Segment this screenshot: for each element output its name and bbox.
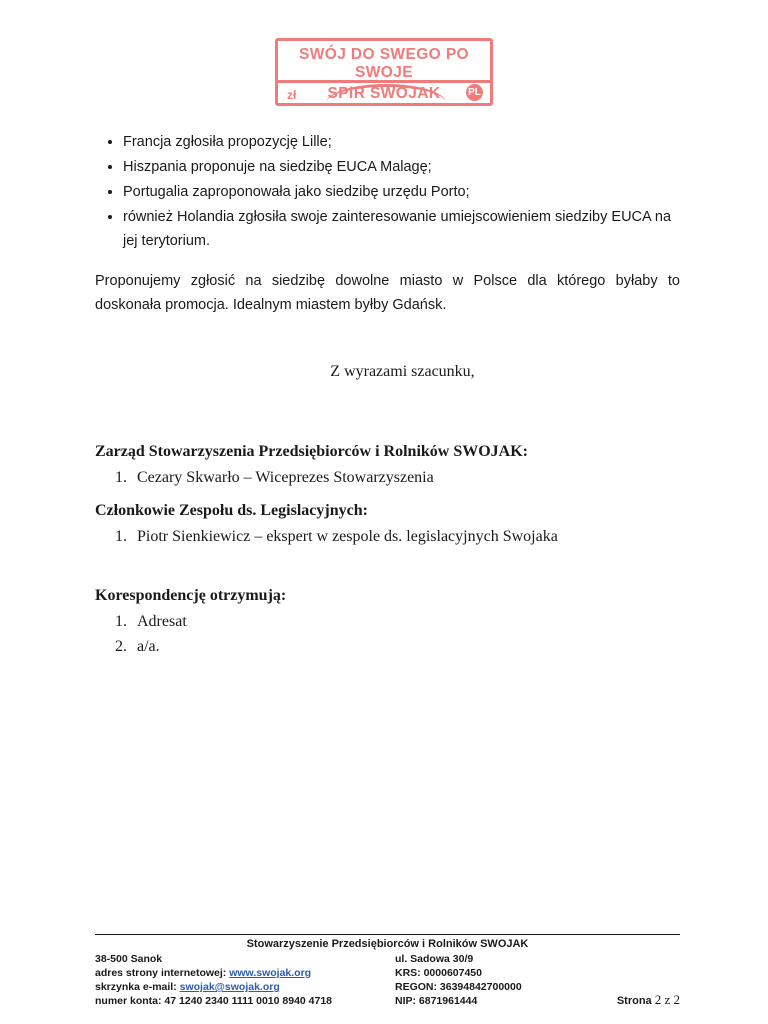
closing-salutation: Z wyrazami szacunku, [330,363,475,380]
logo-stamp [275,38,493,106]
document-body [95,130,680,671]
logo-slogan-line1: SWÓJ DO SWEGO PO SWOJE [298,46,470,81]
recipients-list [95,609,680,659]
board-heading: Zarząd Stowarzyszenia Przedsiębiorców i Rolników SWOJAK: [95,443,529,460]
legislative-team-list [95,524,680,549]
signature-section [95,443,680,659]
spacer [95,561,680,587]
footer-street: ul. Sadowa 30/9 [395,953,474,965]
footer-krs: KRS: 0000607450 [395,967,482,979]
page-number-label: Strona [616,995,652,1007]
list-item: • Hiszpania proponuje na siedzibę EUCA Malagę; [123,155,680,179]
legislative-team-heading: Członkowie Zespołu ds. Legislacyjnych: [95,502,368,519]
document-footer [95,934,680,1008]
footer-email-row [95,980,395,994]
footer-regon: REGON: 36394842700000 [395,981,522,993]
logo-country-icon: PL [466,84,483,101]
page-number-value: 2 z 2 [654,992,680,1007]
proposal-bullet-list [95,130,680,253]
footer-divider [95,934,680,935]
board-member-list [95,465,680,490]
list-item: • również Holandia zgłosiła swoje zainteresowanie umiejscowieniem siedziby EUCA na jej terytorium. [123,205,680,253]
footer-bank-account: numer konta: 47 1240 2340 1111 0010 8940 4718 [95,995,333,1007]
logo-currency-icon: zł [287,88,297,102]
footer-email-label: skrzynka e-mail: [95,981,177,993]
footer-address: 38-500 Sanok [95,953,163,965]
logo-band [278,80,490,103]
page-number [617,992,680,1008]
list-item: • Francja zgłosiła propozycję Lille; [123,130,680,154]
logo-slogan-line2: SPiR SWOJAK [327,85,441,102]
body-paragraph: Proponujemy zgłosić na siedzibę dowolne miasto w Polsce dla którego byłaby to doskonała promocja. Idealnym miastem byłby Gdańsk. [95,273,680,313]
footer-website-row [95,966,395,980]
list-item: 1. Adresat [131,609,680,634]
footer-website-link[interactable]: www.swojak.org [229,967,312,979]
list-item: 1. Cezary Skwarło – Wiceprezes Stowarzyszenia [131,465,680,490]
footer-website-label: adres strony internetowej: [95,967,227,979]
organization-logo [0,38,768,106]
recipients-heading: Korespondencję otrzymują: [95,587,287,604]
footer-nip: NIP: 6871961444 [395,995,478,1007]
footer-email-link[interactable]: swojak@swojak.org [179,981,280,993]
list-item: 2. a/a. [131,634,680,659]
footer-organization-name: Stowarzyszenie Przedsiębiorców i Rolników SWOJAK [246,938,529,950]
list-item: 1. Piotr Sienkiewicz – ekspert w zespole ds. legislacyjnych Swojaka [131,524,680,549]
footer-contact-column [95,952,395,1008]
list-item: • Portugalia zaproponowała jako siedzibę urzędu Porto; [123,180,680,204]
